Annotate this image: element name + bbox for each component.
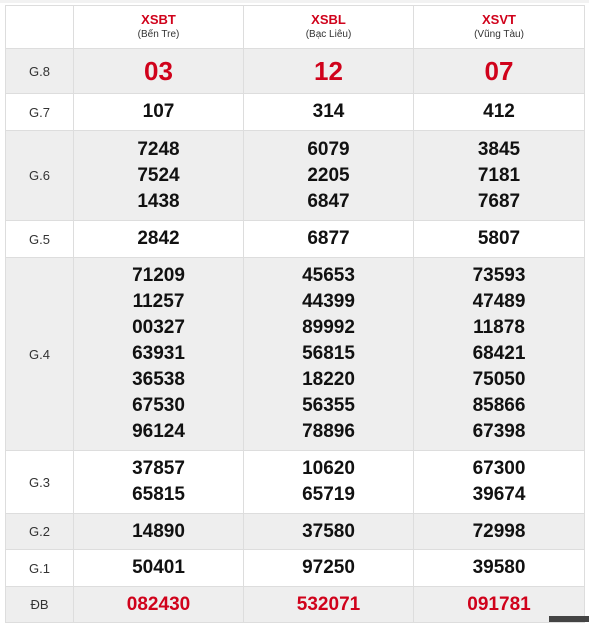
prize-number: 11257 (132, 291, 185, 312)
prize-cell (74, 131, 244, 221)
prize-number: 2842 (137, 228, 180, 249)
prize-cell (74, 550, 244, 587)
prize-cell (244, 221, 414, 258)
prize-number: 314 (312, 101, 345, 122)
scrollbar-corner (549, 616, 589, 622)
prize-number: 37580 (302, 520, 355, 542)
prize-cell (414, 258, 585, 451)
special-prize-cell (74, 587, 244, 623)
prize-cell (414, 94, 585, 131)
prize-label: G.4 (6, 258, 74, 451)
prize-number: 71209 (132, 265, 185, 286)
prize-number: 7248 (137, 138, 180, 160)
station-code[interactable]: XSBT (141, 12, 176, 27)
prize-row-g6 (6, 131, 585, 221)
prize-row-g5 (6, 221, 585, 258)
prize-number: 65815 (132, 484, 185, 505)
prize-number: 00327 (132, 317, 185, 338)
prize-cell (244, 550, 414, 587)
prize-label: G.7 (6, 94, 74, 131)
prize-label: G.3 (6, 451, 74, 514)
prize-row-special (6, 587, 585, 623)
prize-cell (244, 94, 414, 131)
prize-label: G.1 (6, 550, 74, 587)
prize-number: 63931 (132, 343, 185, 364)
station-code[interactable]: XSBL (311, 12, 346, 27)
prize-row-g1 (6, 550, 585, 587)
prize-number: 412 (483, 101, 515, 122)
prize-number: 97250 (302, 557, 355, 578)
prize-row-g4 (6, 258, 585, 451)
prize-number: 36538 (132, 369, 185, 390)
prize-number: 03 (144, 56, 173, 86)
prize-number: 72998 (472, 520, 526, 542)
special-prize-number: 532071 (296, 593, 361, 615)
prize-cell (244, 49, 414, 94)
prize-number: 50401 (132, 557, 185, 578)
prize-cell (244, 131, 414, 221)
lottery-results-table (5, 5, 585, 623)
prize-cell (74, 514, 244, 550)
prize-number: 67530 (132, 395, 185, 416)
prize-number: 78896 (302, 421, 355, 442)
prize-number: 1438 (137, 190, 180, 212)
prize-cell (244, 514, 414, 550)
prize-number: 67300 (472, 458, 526, 479)
prize-number: 3845 (477, 138, 521, 160)
station-province: (Bến Tre) (137, 29, 180, 40)
prize-number: 96124 (132, 421, 185, 442)
prize-cell (74, 49, 244, 94)
prize-label: G.5 (6, 221, 74, 258)
prize-number: 2205 (307, 164, 350, 186)
prize-number: 68421 (472, 343, 526, 364)
prize-number: 7524 (137, 164, 180, 186)
prize-number: 10620 (302, 458, 355, 479)
prize-cell (414, 451, 585, 514)
prize-row-g8 (6, 49, 585, 94)
prize-cell (414, 550, 585, 587)
prize-number: 18220 (302, 369, 355, 390)
prize-number: 56815 (302, 343, 355, 364)
prize-label: ĐB (6, 587, 74, 623)
prize-number: 65719 (302, 484, 355, 505)
prize-number: 47489 (472, 291, 526, 312)
station-code[interactable]: XSVT (482, 12, 516, 27)
prize-cell (244, 451, 414, 514)
prize-label: G.2 (6, 514, 74, 550)
prize-cell (414, 514, 585, 550)
prize-number: 56355 (302, 395, 355, 416)
header-row (6, 6, 585, 49)
prize-number: 44399 (302, 291, 355, 312)
prize-cell (414, 49, 585, 94)
prize-row-g3 (6, 451, 585, 514)
prize-cell (74, 221, 244, 258)
prize-cell (74, 451, 244, 514)
prize-label: G.6 (6, 131, 74, 221)
special-prize-number: 091781 (467, 593, 531, 615)
prize-number: 7181 (477, 164, 521, 186)
prize-number: 39674 (472, 484, 526, 505)
prize-number: 6079 (307, 138, 350, 160)
corner-cell (6, 6, 74, 49)
prize-row-g7 (6, 94, 585, 131)
special-prize-number: 082430 (126, 593, 191, 615)
prize-cell (414, 131, 585, 221)
prize-number: 11878 (473, 317, 525, 338)
prize-cell (74, 94, 244, 131)
top-border (0, 0, 589, 3)
station-header-xsvt[interactable] (414, 6, 585, 49)
prize-number: 75050 (472, 369, 526, 390)
prize-number: 14890 (132, 520, 185, 542)
prize-cell (414, 221, 585, 258)
prize-number: 6877 (307, 228, 350, 249)
prize-number: 37857 (132, 458, 185, 479)
prize-cell (244, 258, 414, 451)
prize-number: 67398 (472, 421, 526, 442)
special-prize-cell (244, 587, 414, 623)
prize-number: 107 (142, 101, 175, 122)
prize-number: 45653 (302, 265, 355, 286)
prize-number: 12 (314, 56, 343, 86)
station-header-xsbt[interactable] (74, 6, 244, 49)
prize-cell (74, 258, 244, 451)
prize-number: 89992 (302, 317, 355, 338)
prize-number: 39580 (472, 557, 526, 578)
prize-row-g2 (6, 514, 585, 550)
prize-number: 07 (484, 56, 514, 86)
prize-number: 73593 (472, 265, 526, 286)
station-province: (Bạc Liêu) (305, 29, 352, 40)
prize-number: 7687 (477, 190, 521, 212)
prize-label: G.8 (6, 49, 74, 94)
station-province: (Vũng Tàu) (474, 29, 524, 40)
prize-number: 85866 (472, 395, 526, 416)
prize-number: 5807 (477, 228, 521, 249)
prize-number: 6847 (307, 190, 350, 212)
station-header-xsbl[interactable] (244, 6, 414, 49)
